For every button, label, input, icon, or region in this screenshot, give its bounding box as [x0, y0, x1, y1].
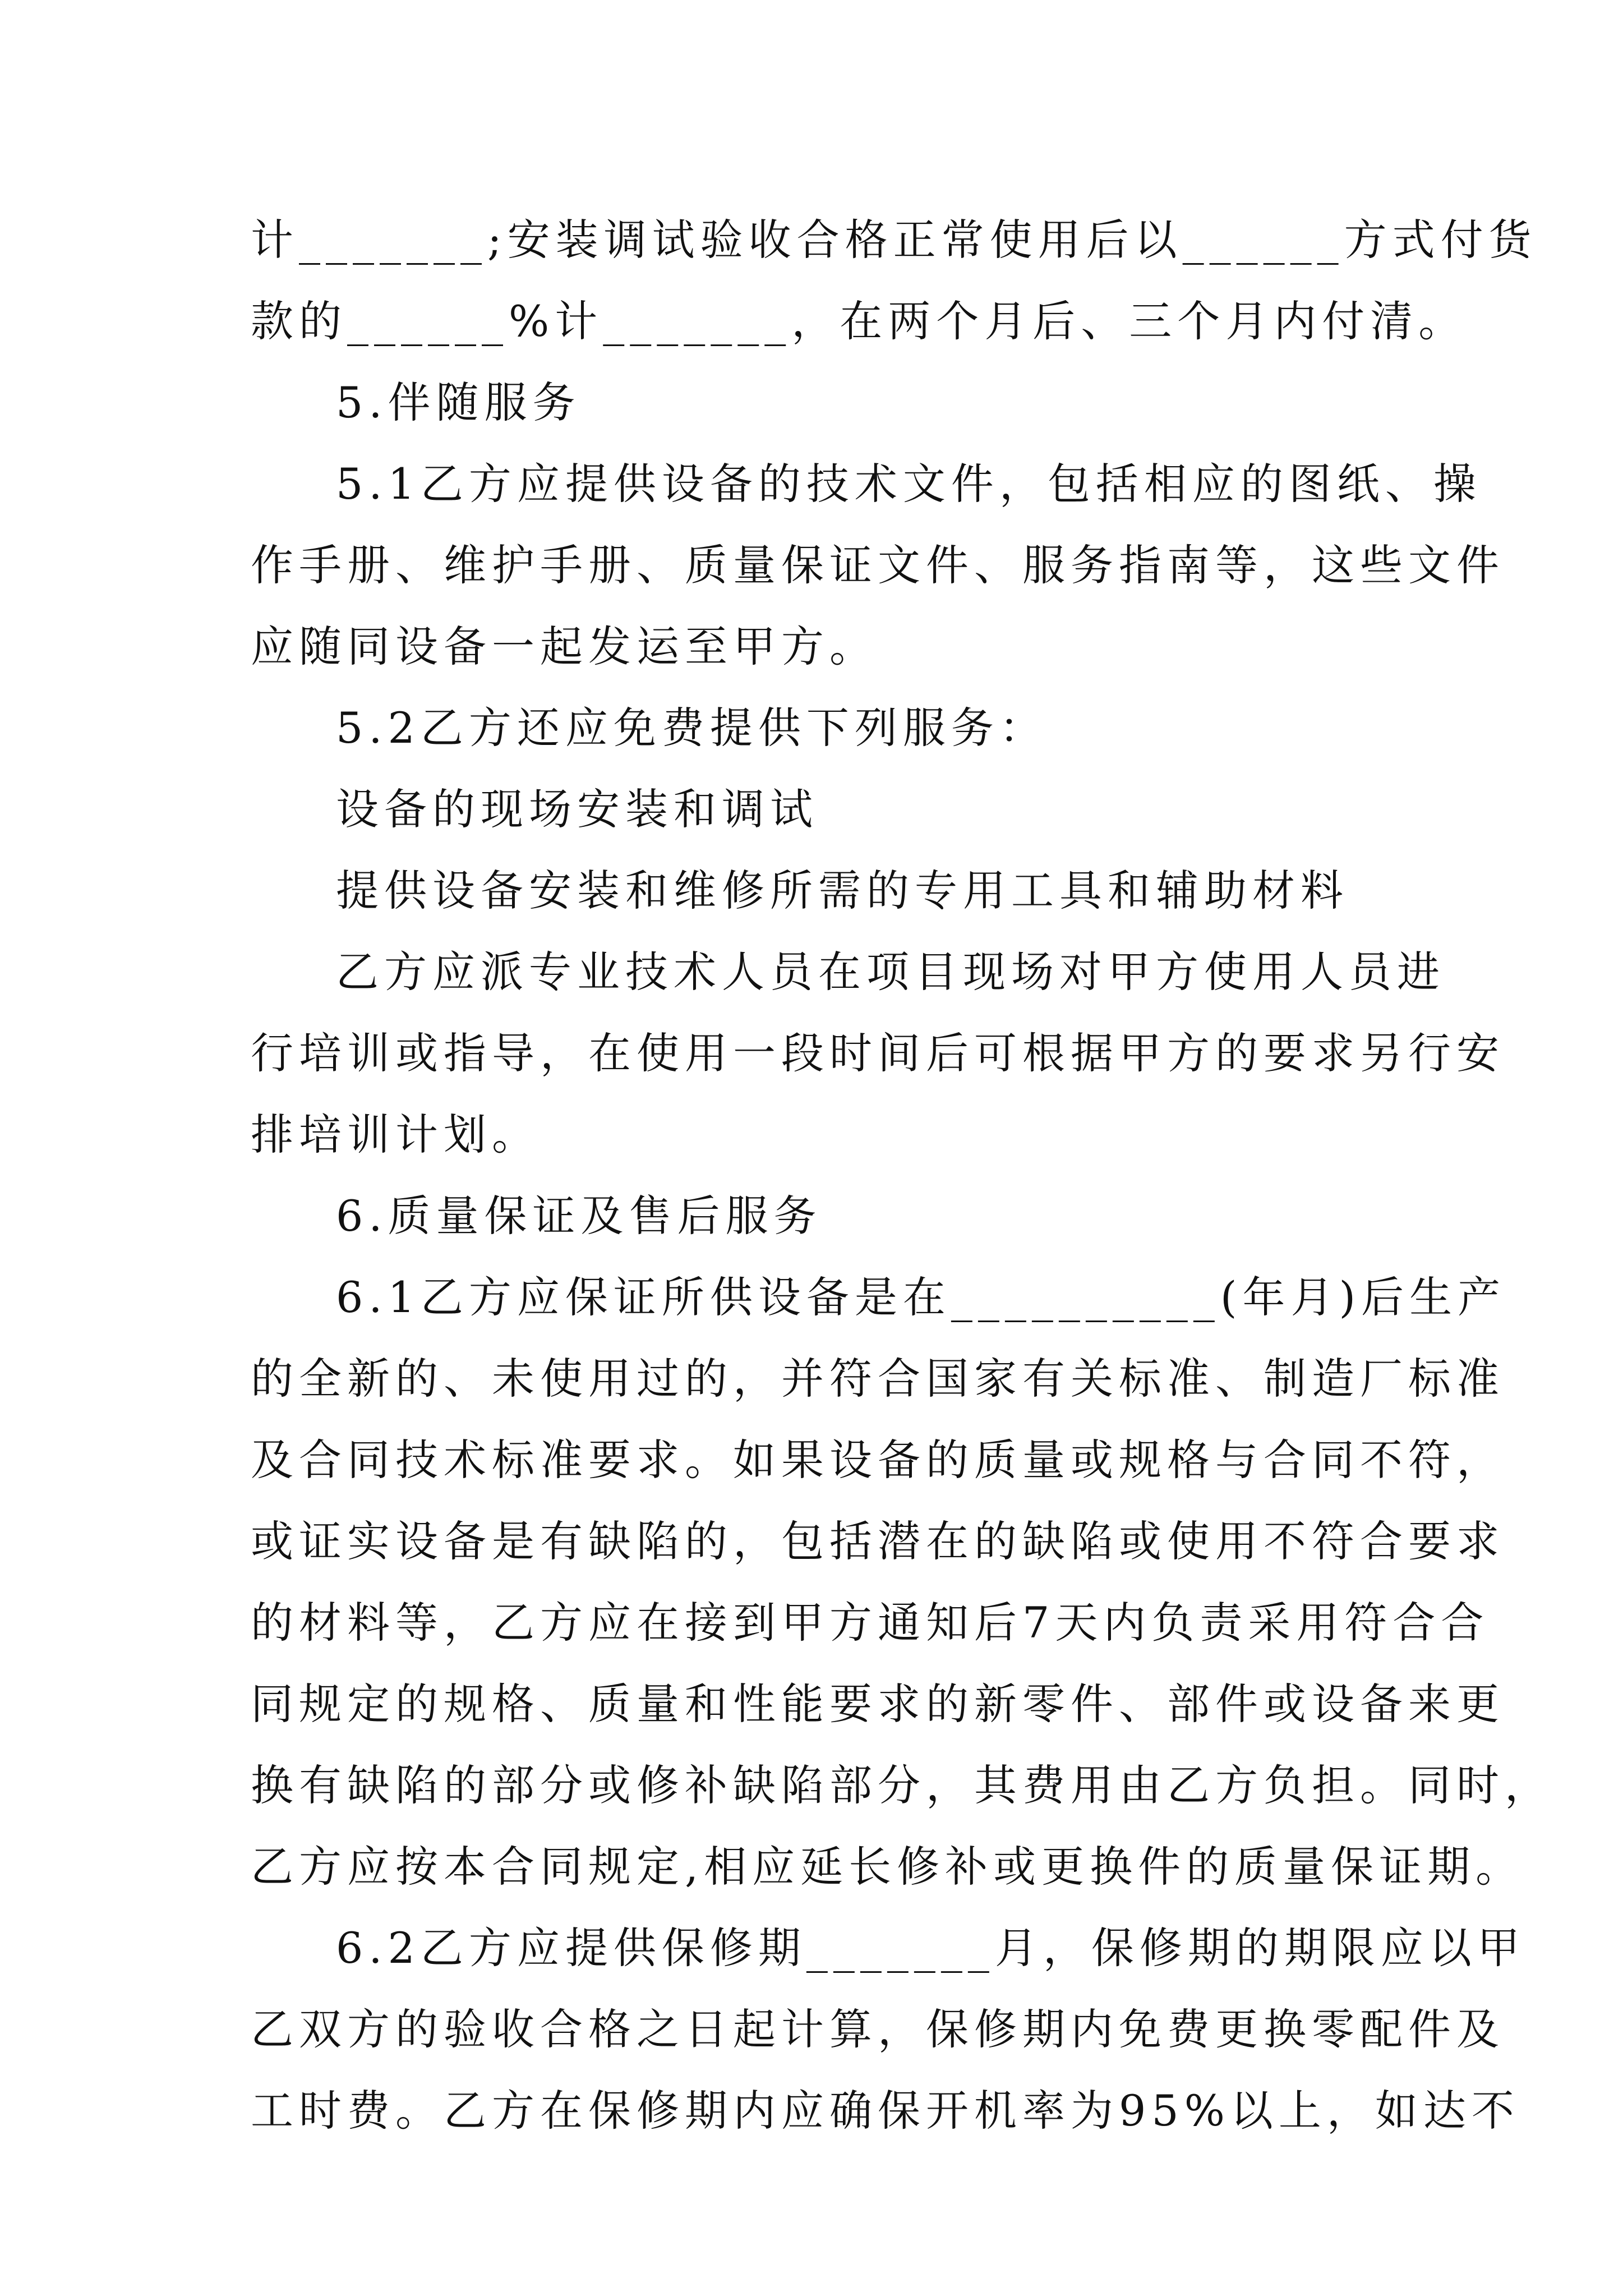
contract-text [251, 199, 1553, 2151]
text-line: 或证实设备是有缺陷的，包括潜在的缺陷或使用不符合要求 [251, 1516, 1505, 1566]
text-line: 应随同设备一起发运至甲方。 [251, 622, 878, 671]
text-line: 同规定的规格、质量和性能要求的新零件、部件或设备来更 [251, 1679, 1505, 1729]
list-item: 设备的现场安装和调试 [336, 784, 818, 834]
section-heading: 6.质量保证及售后服务 [336, 1191, 822, 1241]
text-line: 作手册、维护手册、质量保证文件、服务指南等，这些文件 [251, 540, 1505, 590]
text-line: 乙方应派专业技术人员在项目现场对甲方使用人员进 [336, 947, 1445, 997]
text-line: 排培训计划。 [251, 1110, 540, 1159]
text-line: 工时费。乙方在保修期内应确保开机率为95%以上，如达不 [251, 2086, 1520, 2136]
text-line: 6.1乙方应保证所供设备是在__________(年月)后生产 [336, 1272, 1506, 1322]
text-line: 的全新的、未使用过的，并符合国家有关标准、制造厂标准 [251, 1354, 1505, 1404]
text-line: 款的______%计_______，在两个月后、三个月内付清。 [251, 296, 1467, 346]
list-item: 提供设备安装和维修所需的专用工具和辅助材料 [336, 866, 1349, 915]
text-line: 的材料等，乙方应在接到甲方通知后7天内负责采用符合合 [251, 1598, 1490, 1648]
text-line: 5.2乙方还应免费提供下列服务： [336, 703, 1048, 753]
section-heading: 5.伴随服务 [336, 378, 581, 427]
text-line: 乙方应按本合同规定,相应延长修补或更换件的质量保证期。 [251, 1842, 1524, 1892]
text-line: 行培训或指导，在使用一段时间后可根据甲方的要求另行安 [251, 1028, 1505, 1078]
text-line: 5.1乙方应提供设备的技术文件，包括相应的图纸、操 [336, 459, 1482, 509]
text-line: 换有缺陷的部分或修补缺陷部分，其费用由乙方负担。同时， [251, 1760, 1553, 1810]
text-line: 及合同技术标准要求。如果设备的质量或规格与合同不符， [251, 1435, 1505, 1485]
text-line: 6.2乙方应提供保修期_______月，保修期的期限应以甲 [336, 1923, 1525, 1973]
text-line: 计_______;安装调试验收合格正常使用后以______方式付货 [251, 215, 1537, 265]
text-line: 乙双方的验收合格之日起计算，保修期内免费更换零配件及 [251, 2004, 1505, 2054]
